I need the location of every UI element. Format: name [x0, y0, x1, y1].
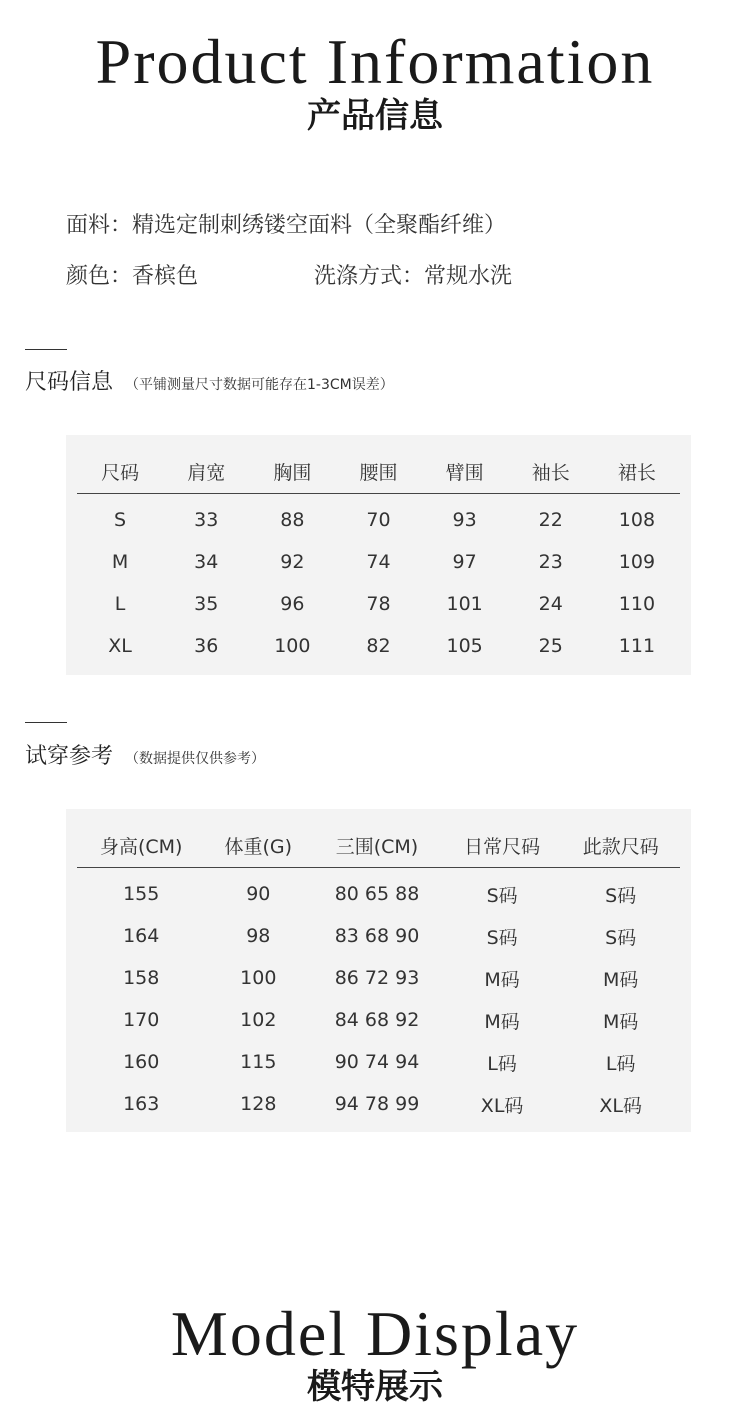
table-cell: 160: [123, 1051, 160, 1073]
table-cell: S码: [605, 926, 637, 949]
column-header: 裙长: [617, 461, 656, 484]
size-table-body: [77, 494, 680, 668]
table-cell: L码: [605, 1052, 636, 1075]
table-row: [77, 1041, 680, 1083]
table-cell: XL码: [599, 1094, 642, 1117]
table-cell: L码: [487, 1052, 517, 1075]
fit-section-title: 试穿参考: [25, 744, 114, 769]
table-cell: 115: [240, 1051, 277, 1073]
table-cell: 22: [538, 509, 563, 531]
table-cell: 170: [123, 1009, 160, 1031]
column-header: 臂围: [445, 461, 484, 484]
table-cell: 80 65 88: [334, 883, 420, 905]
table-cell: M码: [602, 968, 639, 991]
section-divider: [25, 722, 67, 723]
fabric-line: [66, 215, 506, 237]
table-cell: M码: [602, 1010, 639, 1033]
table-cell: 92: [280, 551, 305, 573]
model-display-title-en: Model Display: [170, 1298, 580, 1369]
table-row: [77, 868, 680, 916]
fit-section-heading: [25, 746, 265, 768]
table-cell: M码: [484, 1010, 520, 1033]
table-cell: M码: [484, 968, 520, 991]
wash-line: [314, 266, 512, 288]
table-cell: 74: [366, 551, 391, 573]
fit-table-header-row: [77, 823, 680, 868]
fit-table-body: [77, 868, 680, 1126]
column-header: 体重(G): [224, 835, 293, 858]
fit-table: [77, 823, 680, 1125]
table-row: [77, 583, 680, 625]
table-cell: 82: [366, 635, 391, 657]
table-cell: 24: [538, 593, 563, 615]
column-header: 胸围: [273, 461, 312, 484]
table-row: [77, 494, 680, 542]
color-line: [66, 266, 198, 288]
table-cell: 35: [194, 593, 219, 615]
table-cell: 25: [538, 635, 563, 657]
table-cell: XL: [108, 635, 132, 657]
fabric-value: 精选定制刺绣镂空面料（全聚酯纤维）: [132, 213, 507, 238]
table-cell: 109: [618, 551, 656, 573]
table-cell: 155: [123, 883, 160, 905]
table-cell: 128: [240, 1093, 277, 1115]
fit-section-note: （数据提供仅供参考）: [125, 751, 266, 767]
column-header: 三围(CM): [335, 835, 419, 858]
table-cell: 84 68 92: [334, 1009, 420, 1031]
table-cell: 158: [123, 967, 160, 989]
table-cell: 34: [194, 551, 219, 573]
table-cell: 100: [240, 967, 277, 989]
table-cell: 86 72 93: [334, 967, 420, 989]
table-cell: S码: [486, 884, 518, 907]
table-row: [77, 999, 680, 1041]
table-cell: 33: [194, 509, 219, 531]
table-cell: S码: [605, 884, 637, 907]
table-cell: 105: [446, 635, 483, 657]
table-cell: 96: [280, 593, 305, 615]
column-header: 此款尺码: [582, 835, 659, 858]
wash-value: 常规水洗: [424, 264, 513, 289]
size-table-panel: [66, 435, 691, 675]
fabric-label: 面料：: [66, 213, 133, 238]
fit-table-panel: [66, 809, 691, 1132]
table-cell: L: [114, 593, 126, 615]
table-cell: 101: [446, 593, 483, 615]
table-cell: S: [114, 509, 127, 531]
section-divider: [25, 349, 67, 350]
table-cell: 110: [618, 593, 656, 615]
table-cell: 164: [123, 925, 160, 947]
table-cell: XL码: [480, 1094, 524, 1117]
page-title-cn: 产品信息: [307, 96, 443, 136]
column-header: 日常尺码: [464, 835, 541, 858]
table-cell: 70: [366, 509, 391, 531]
wash-label: 洗涤方式：: [314, 264, 425, 289]
table-cell: S码: [486, 926, 518, 949]
table-row: [77, 957, 680, 999]
table-cell: 36: [194, 635, 219, 657]
color-label: 颜色：: [66, 264, 133, 289]
table-cell: 23: [538, 551, 563, 573]
table-cell: 108: [618, 509, 656, 531]
size-section-title: 尺码信息: [25, 370, 114, 395]
color-value: 香槟色: [132, 264, 199, 289]
size-table-header-row: [77, 449, 680, 494]
column-header: 腰围: [359, 461, 398, 484]
table-row: [77, 915, 680, 957]
table-cell: 78: [366, 593, 391, 615]
column-header: 袖长: [531, 461, 570, 484]
table-cell: 90 74 94: [334, 1051, 420, 1073]
table-cell: 100: [274, 635, 311, 657]
size-section-heading: [25, 372, 394, 394]
column-header: 肩宽: [187, 461, 226, 484]
table-cell: 111: [618, 635, 656, 657]
page-title-en: Product Information: [95, 26, 655, 97]
table-cell: M: [111, 551, 129, 573]
table-cell: 93: [452, 509, 477, 531]
table-row: [77, 541, 680, 583]
table-cell: 83 68 90: [334, 925, 420, 947]
table-cell: 90: [246, 883, 271, 905]
column-header: 身高(CM): [99, 835, 183, 858]
table-cell: 88: [280, 509, 305, 531]
table-row: [77, 1083, 680, 1125]
size-section-note: （平铺测量尺寸数据可能存在1-3CM误差）: [125, 377, 394, 393]
table-cell: 102: [240, 1009, 277, 1031]
model-display-title-cn: 模特展示: [307, 1367, 443, 1407]
table-cell: 97: [452, 551, 477, 573]
table-row: [77, 625, 680, 667]
table-cell: 98: [246, 925, 271, 947]
table-cell: 94 78 99: [334, 1093, 420, 1115]
column-header: 尺码: [101, 461, 140, 484]
table-cell: 163: [123, 1093, 160, 1115]
size-table: [77, 449, 680, 667]
